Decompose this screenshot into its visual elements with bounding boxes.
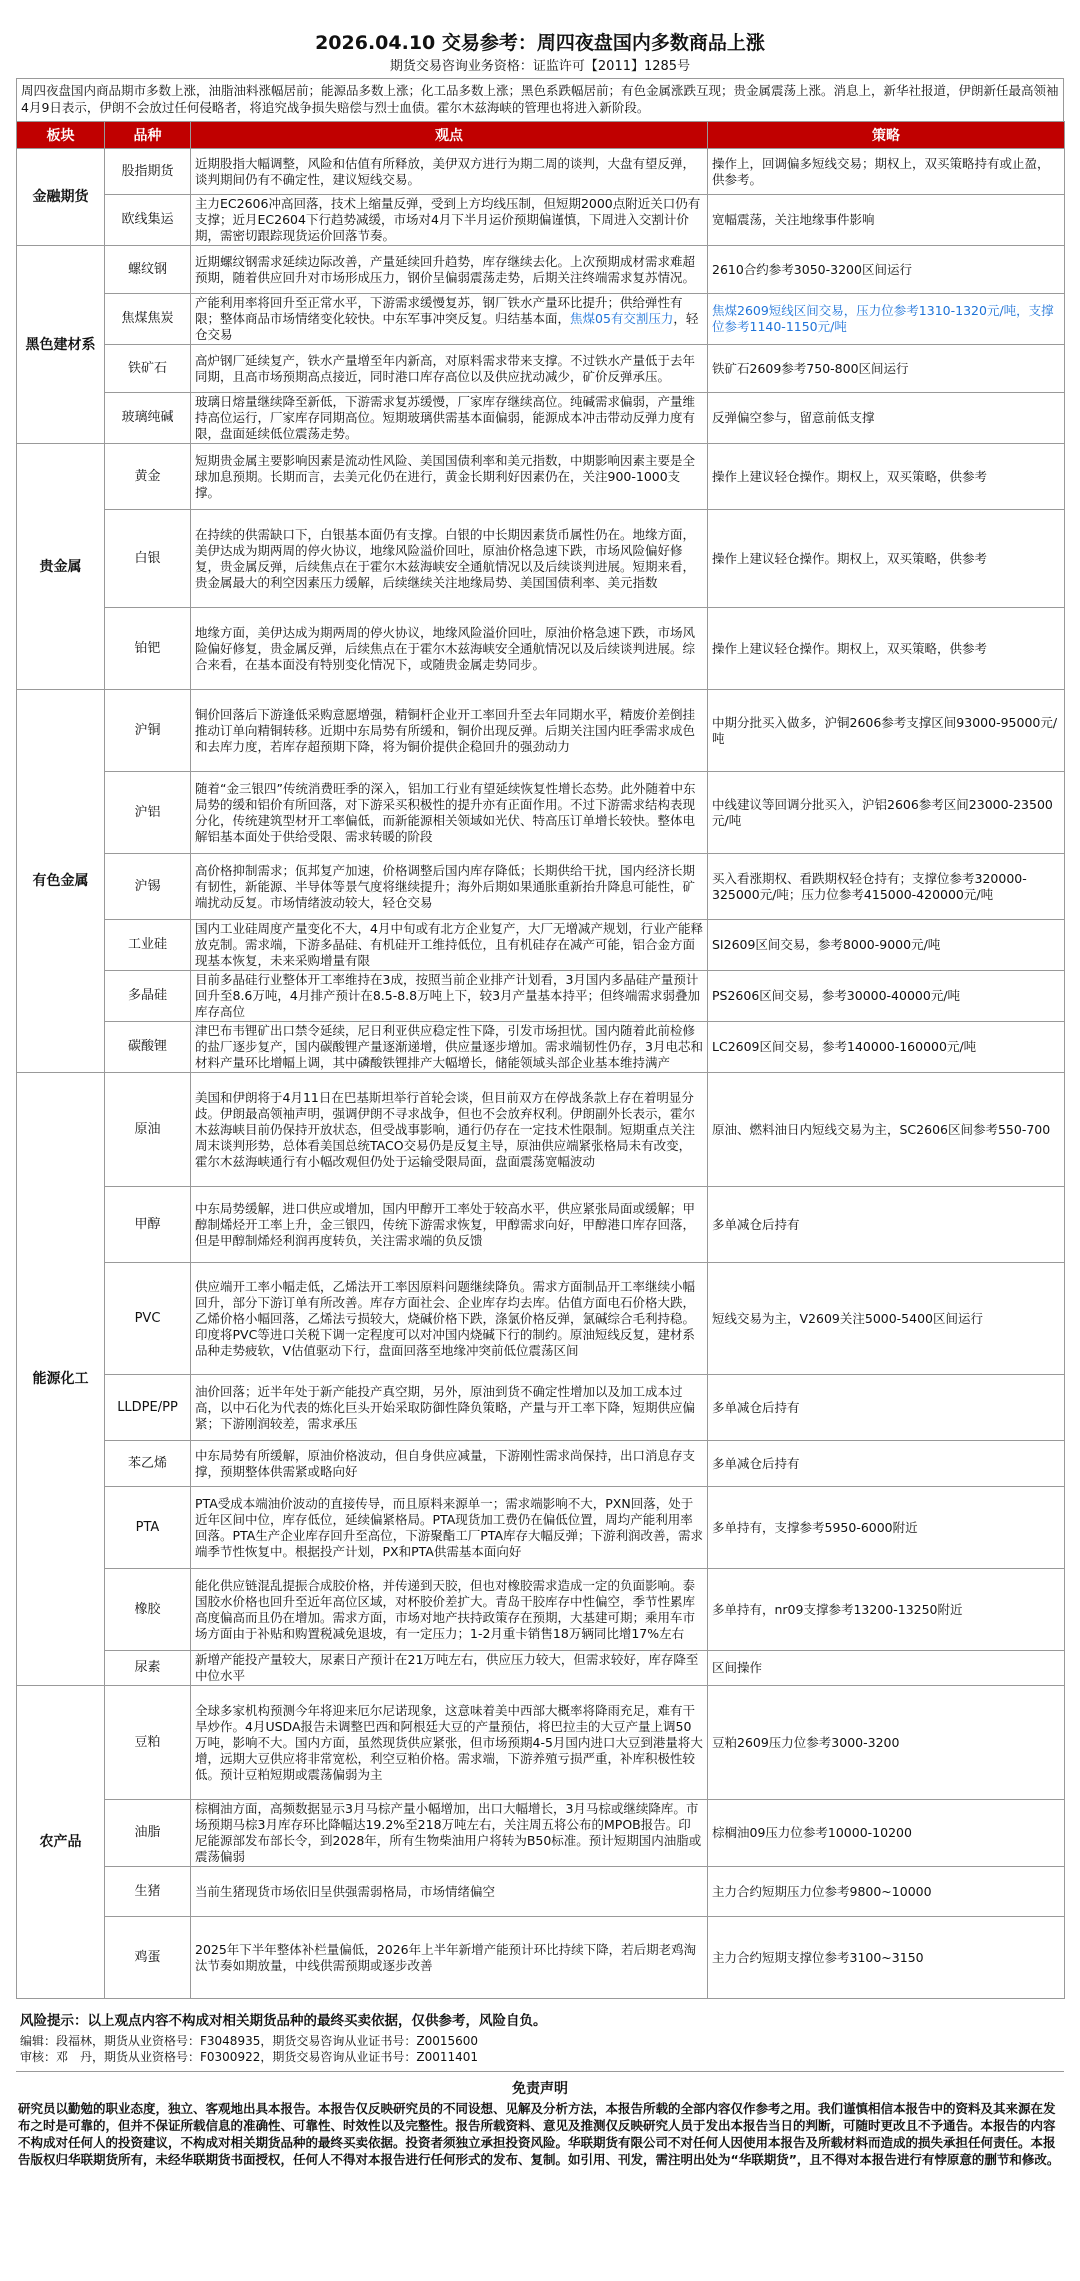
- variety-cell: PTA: [105, 1487, 191, 1569]
- strategy-cell: 多单减仓后持有: [708, 1187, 1065, 1263]
- view-cell: [191, 294, 708, 345]
- variety-cell: 欧线集运: [105, 195, 191, 246]
- variety-cell: LLDPE/PP: [105, 1375, 191, 1441]
- table-row: [17, 444, 1065, 510]
- view-cell: 当前生猪现货市场依旧呈供强需弱格局，市场情绪偏空: [191, 1867, 708, 1917]
- strategy-cell: 2610合约参考3050-3200区间运行: [708, 246, 1065, 294]
- strategy-cell: 中线建议等回调分批买入，沪铝2606参考区间23000-23500元/吨: [708, 772, 1065, 854]
- variety-cell: 工业硅: [105, 920, 191, 971]
- table-row: [17, 1487, 1065, 1569]
- sector-cell: 金融期货: [17, 149, 105, 246]
- strategy-cell: 中期分批买入做多，沪铜2606参考支撑区间93000-95000元/吨: [708, 690, 1065, 772]
- table-row: [17, 971, 1065, 1022]
- strategy-cell: 操作上建议轻仓操作。期权上，双买策略，供参考: [708, 608, 1065, 690]
- strategy-cell: LC2609区间交易，参考140000-160000元/吨: [708, 1022, 1065, 1073]
- header-variety: 品种: [105, 122, 191, 149]
- view-cell: 津巴布韦锂矿出口禁令延续，尼日利亚供应稳定性下降，引发市场担忧。国内随着此前检修的盐厂逐步复产，国内碳酸锂产量逐渐递增，供应量逐步增加。需求端韧性仍存，3月电芯和材料产量环比增幅上调，其中磷酸铁锂排产大幅增长，储能领域头部企业基本维持满产: [191, 1022, 708, 1073]
- variety-cell: 焦煤焦炭: [105, 294, 191, 345]
- disclaimer-body: 研究员以勤勉的职业态度，独立、客观地出具本报告。本报告仅反映研究员的不同设想、见解及分析方法，本报告所载的全部内容仅作参考之用。我们谨慎相信本报告中的资料及其来源在发布之时是可靠的，但并不保证所载信息的准确性、可靠性、时效性以及完整性。报告所载资料、意见及推测仅反映研究人员于发出本报告当日的判断，可随时更改且不予通告。本报告的内容不构成对任何人的投资建议，不构成对相关期货品种的最终买卖依据。投资者须独立承担投资风险。华联期货有限公司不对任何人因使用本报告及所载材料而造成的损失承担任何责任。本报告版权归华联期货所有，未经华联期货书面授权，任何人不得对本报告进行任何形式的发布、复制。如引用、刊发，需注明出处为“华联期货”，且不得对本报告进行有悖原意的删节和修改。: [18, 2101, 1060, 2167]
- variety-cell: 螺纹钢: [105, 246, 191, 294]
- view-cell: 供应端开工率小幅走低，乙烯法开工率因原料问题继续降负。需求方面制品开工率继续小幅回升，部分下游订单有所改善。库存方面社会、企业库存均去库。估值方面电石价格大跌，乙烯价格小幅回落，乙烯法亏损较大，烧碱价格下跌，涤氯价格反弹，氯碱综合毛利持稳。印度将PVC等进口关税下调一定程度可以对冲国内烧碱下行的制约。原油短线反复，建材系品种走势疲软，V估值驱动下行，盘面回落至地缘冲突前低位震荡区间: [191, 1263, 708, 1375]
- table-row: [17, 1022, 1065, 1073]
- view-cell: 油价回落；近半年处于新产能投产真空期，另外，原油到货不确定性增加以及加工成本过高，以中石化为代表的炼化巨头开始采取防御性降负策略，产量与开工率下降，短期供应偏紧；下游刚润较差，需求承压: [191, 1375, 708, 1441]
- table-row: [17, 1375, 1065, 1441]
- view-cell: 高价格抑制需求；佤邦复产加速，价格调整后国内库存降低；长期供给干扰，国内经济长期有韧性，新能源、半导体等景气度将继续提升；海外后期如果通胀重新抬升降息可能性，矿端扰动反复。市场情绪波动较大，轻仓交易: [191, 854, 708, 920]
- view-text: 产能利用率将回升至正常水平，下游需求缓慢复苏，钢厂铁水产量环比提升；供给弹性有限；整体商品市场情绪变化较快。中东军事冲突反复。归结基本面，: [195, 295, 683, 326]
- strategy-cell: 主力合约短期支撑位参考3100~3150: [708, 1917, 1065, 1999]
- strategy-cell: 多单减仓后持有: [708, 1375, 1065, 1441]
- view-cell: 在持续的供需缺口下，白银基本面仍有支撑。白银的中长期因素货币属性仍在。地缘方面，美伊达成为期两周的停火协议，地缘风险溢价回吐，原油价格急速下跌，市场风险偏好修复，贵金属反弹，后续焦点在于霍尔木兹海峡安全通航情况以及后续谈判进展。短期来看，贵金属最大的利空因素压力缓解，后续继续关注地缘局势、美国国债利率、美元指数: [191, 510, 708, 608]
- variety-cell: 沪铜: [105, 690, 191, 772]
- table-row: [17, 1073, 1065, 1187]
- variety-cell: 多晶硅: [105, 971, 191, 1022]
- view-cell: PTA受成本端油价波动的直接传导，而且原料来源单一；需求端影响不大，PXN回落，处于近年区间中位，库存低位，延续偏紧格局。PTA现货加工费仍在偏低位置，周均产能利用率回落。PTA生产企业库存回升至高位，下游聚酯工厂PTA库存大幅反弹；下游利润改善，需求端季节性恢复中。根据投产计划，PX和PTA供需基本面向好: [191, 1487, 708, 1569]
- variety-cell: 甲醇: [105, 1187, 191, 1263]
- variety-cell: 生猪: [105, 1867, 191, 1917]
- variety-cell: 苯乙烯: [105, 1441, 191, 1487]
- highlighted-text: 焦煤05有交割压力: [570, 311, 674, 326]
- sector-cell: 能源化工: [17, 1073, 105, 1686]
- view-cell: 玻璃日熔量继续降至新低，下游需求复苏缓慢，厂家库存继续高位。纯碱需求偏弱，产量维持高位运行，厂家库存同期高位。短期玻璃供需基本面偏弱，能源成本冲击带动反弹力度有限，盘面延续低位震荡走势。: [191, 393, 708, 444]
- strategy-cell: 多单持有，支撑参考5950-6000附近: [708, 1487, 1065, 1569]
- view-cell: 主力EC2606冲高回落，技术上缩量反弹，受到上方均线压制，但短期2000点附近关口仍有支撑；近月EC2604下行趋势减缓，市场对4月下半月运价预期偏谨慎，下周进入交割计价期，需密切跟踪现货运价回落节奏。: [191, 195, 708, 246]
- table-row: [17, 246, 1065, 294]
- strategy-cell: 多单持有，nr09支撑参考13200-13250附近: [708, 1569, 1065, 1651]
- table-row: [17, 1651, 1065, 1686]
- variety-cell: 沪铝: [105, 772, 191, 854]
- variety-cell: 铂钯: [105, 608, 191, 690]
- table-row: [17, 1917, 1065, 1999]
- table-row: [17, 195, 1065, 246]
- table-row: [17, 345, 1065, 393]
- table-row: [17, 772, 1065, 854]
- table-row: [17, 1263, 1065, 1375]
- view-cell: 地缘方面，美伊达成为期两周的停火协议，地缘风险溢价回吐，原油价格急速下跌，市场风险偏好修复，贵金属反弹，后续焦点在于霍尔木兹海峡安全通航情况以及后续谈判进展。综合来看，在基本面没有特别变化情况下，或随贵金属走势同步。: [191, 608, 708, 690]
- highlighted-strategy: 焦煤2609短线区间交易，压力位参考1310-1320元/吨，支撑位参考1140-1150元/吨: [712, 303, 1054, 334]
- risk-tip: 风险提示：以上观点内容不构成对相关期货品种的最终买卖依据，仅供参考，风险自负。: [20, 2013, 547, 2029]
- view-cell: 新增产能投产量较大，尿素日产预计在21万吨左右，供应压力较大，但需求较好，库存降至中位水平: [191, 1651, 708, 1686]
- view-cell: 中东局势缓解，进口供应或增加，国内甲醇开工率处于较高水平，供应紧张局面或缓解；甲醇制烯烃开工率上升，金三银四，传统下游需求恢复，甲醇需求向好，甲醇港口库存回落，但是甲醇制烯烃利润再度转负，关注需求端的负反馈: [191, 1187, 708, 1263]
- strategy-cell: 买入看涨期权、看跌期权轻仓持有；支撑位参考320000-325000元/吨；压力位参考415000-420000元/吨: [708, 854, 1065, 920]
- view-text: ，轻仓交易: [195, 311, 699, 342]
- license-subtitle: 期货交易咨询业务资格：证监许可【2011】1285号: [389, 59, 691, 74]
- strategy-cell: 操作上，回调偏多短线交易；期权上，双买策略持有或止盈，供参考。: [708, 149, 1065, 195]
- view-cell: 能化供应链混乱提振合成胶价格，并传递到天胶，但也对橡胶需求造成一定的负面影响。泰国胶水价格也回升至近年高位区域，对杯胶价差扩大。青岛干胶库存中性偏空，季节性累库高度偏高而且仍在增加。需求方面，市场对地产扶持政策存在预期，大基建可期；乘用车市场方面由于补贴和购置税减免退坡，有一定压力；1-2月重卡销售18万辆同比增17%左右: [191, 1569, 708, 1651]
- table-header-row: [17, 122, 1065, 149]
- table-row: [17, 1867, 1065, 1917]
- strategy-cell: [708, 294, 1065, 345]
- variety-cell: PVC: [105, 1263, 191, 1375]
- table-row: [17, 608, 1065, 690]
- header-strategy: 策略: [708, 122, 1065, 149]
- table-row: [17, 920, 1065, 971]
- header-view: 观点: [191, 122, 708, 149]
- table-row: [17, 149, 1065, 195]
- strategy-cell: 操作上建议轻仓操作。期权上，双买策略，供参考: [708, 444, 1065, 510]
- strategy-cell: 区间操作: [708, 1651, 1065, 1686]
- table-row: [17, 690, 1065, 772]
- sector-cell: 农产品: [17, 1686, 105, 1999]
- view-cell: 棕榈油方面，高频数据显示3月马棕产量小幅增加，出口大幅增长，3月马棕或继续降库。市场预期马棕3月库存环比降幅达19.2%至218万吨左右，关注周五将公布的MPOB报告。印尼能源部发布部长令，到2028年，所有生物柴油用户将转为B50标准。预计短期国内油脂或震荡偏弱: [191, 1800, 708, 1867]
- table-row: [17, 1800, 1065, 1867]
- table-row: [17, 1187, 1065, 1263]
- report-title: 2026.04.10 交易参考：周四夜盘国内多数商品上涨: [315, 32, 765, 54]
- view-cell: 短期贵金属主要影响因素是流动性风险、美国国债利率和美元指数，中期影响因素主要是全球加息预期。长期而言，去美元化仍在进行，黄金长期利好因素仍在，关注900-1000支撑。: [191, 444, 708, 510]
- variety-cell: 玻璃纯碱: [105, 393, 191, 444]
- strategy-cell: 宽幅震荡，关注地缘事件影响: [708, 195, 1065, 246]
- reference-table: [16, 121, 1065, 1999]
- header-sector: 板块: [17, 122, 105, 149]
- strategy-cell: 铁矿石2609参考750-800区间运行: [708, 345, 1065, 393]
- table-row: [17, 510, 1065, 608]
- view-cell: 目前多晶硅行业整体开工率维持在3成，按照当前企业排产计划看，3月国内多晶硅产量预计回升至8.6万吨，4月排产预计在8.5-8.8万吨上下，较3月产量基本持平；但终端需求弱叠加库存高位: [191, 971, 708, 1022]
- variety-cell: 沪锡: [105, 854, 191, 920]
- strategy-cell: 主力合约短期压力位参考9800~10000: [708, 1867, 1065, 1917]
- variety-cell: 橡胶: [105, 1569, 191, 1651]
- sector-cell: 黑色建材系: [17, 246, 105, 444]
- variety-cell: 鸡蛋: [105, 1917, 191, 1999]
- table-row: [17, 393, 1065, 444]
- strategy-cell: 原油、燃料油日内短线交易为主，SC2606区间参考550-700: [708, 1073, 1065, 1187]
- strategy-cell: 多单减仓后持有: [708, 1441, 1065, 1487]
- table-body: [17, 149, 1065, 1999]
- reviewer-line: 审核：邓 丹，期货从业资格号：F0300922，期货交易咨询从业证书号：Z0011401: [20, 2050, 479, 2064]
- table-row: [17, 294, 1065, 345]
- strategy-cell: 棕榈油09压力位参考10000-10200: [708, 1800, 1065, 1867]
- strategy-cell: 反弹偏空参与，留意前低支撑: [708, 393, 1065, 444]
- table-row: [17, 1441, 1065, 1487]
- variety-cell: 白银: [105, 510, 191, 608]
- view-cell: 全球多家机构预测今年将迎来厄尔尼诺现象，这意味着美中西部大概率将降雨充足，难有干旱炒作。4月USDA报告未调整巴西和阿根廷大豆的产量预估，将巴拉圭的大豆产量上调50万吨，影响不大。国内方面，虽然现货供应紧张，但市场预期4-5月国内进口大豆到港量将大增，远期大豆供应将非常宽松，利空豆粕价格。需求端，下游养殖亏损严重，补库积极性较低。预计豆粕短期或震荡偏弱为主: [191, 1686, 708, 1800]
- view-cell: 高炉钢厂延续复产，铁水产量增至年内新高，对原料需求带来支撑。不过铁水产量低于去年同期，且高市场预期高点接近，同时港口库存高位以及供应扰动减少，矿价反弹承压。: [191, 345, 708, 393]
- variety-cell: 油脂: [105, 1800, 191, 1867]
- view-cell: 近期螺纹钢需求延续边际改善，产量延续回升趋势，库存继续去化。上次预期成材需求难超预期，随着供应回升对市场形成压力，钢价呈偏弱震荡走势，后期关注终端需求复苏情况。: [191, 246, 708, 294]
- view-cell: 随着“金三银四”传统消费旺季的深入，铝加工行业有望延续恢复性增长态势。此外随着中东局势的缓和铝价有所回落，对下游采买积极性的提升亦有正面作用。不过下游需求结构表现分化，传统建筑型材开工率偏低，而新能源相关领域如光伏、特高压订单增长较快。整体电解铝基本面处于供给受限、需求转暖的阶段: [191, 772, 708, 854]
- sector-cell: 贵金属: [17, 444, 105, 690]
- table-row: [17, 854, 1065, 920]
- table-row: [17, 1569, 1065, 1651]
- view-cell: 铜价回落后下游逢低采购意愿增强，精铜杆企业开工率回升至去年同期水平，精废价差倒挂推动订单向精铜转移。近期中东局势有所缓和，铜价出现反弹。后期关注国内旺季需求成色和去库力度，若库存超预期下降，将为铜价提供企稳回升的强劲动力: [191, 690, 708, 772]
- variety-cell: 铁矿石: [105, 345, 191, 393]
- view-cell: 2025年下半年整体补栏量偏低，2026年上半年新增产能预计环比持续下降，若后期老鸡淘汰节奏如期放量，中线供需预期或逐步改善: [191, 1917, 708, 1999]
- view-cell: 近期股指大幅调整，风险和估值有所释放，美伊双方进行为期二周的谈判，大盘有望反弹，谈判期间仍有不确定性，建议短线交易。: [191, 149, 708, 195]
- disclaimer-title: 免责声明: [512, 2081, 568, 2097]
- variety-cell: 豆粕: [105, 1686, 191, 1800]
- variety-cell: 碳酸锂: [105, 1022, 191, 1073]
- variety-cell: 股指期货: [105, 149, 191, 195]
- view-cell: 国内工业硅周度产量变化不大，4月中旬或有北方企业复产，大厂无增减产规划，行业产能释放克制。需求端，下游多晶硅、有机硅开工维持低位，且有机硅存在减产可能，铝合金方面现基本恢复，未来采购增量有限: [191, 920, 708, 971]
- variety-cell: 尿素: [105, 1651, 191, 1686]
- market-summary: 周四夜盘国内商品期市多数上涨，油脂油料涨幅居前；能源品多数上涨；化工品多数上涨；黑色系跌幅居前；有色金属涨跌互现；贵金属震荡上涨。消息上，新华社报道，伊朗新任最高领袖4月9日表示，伊朗不会放过任何侵略者，将追究战争损失赔偿与烈士血债。霍尔木兹海峡的管理也将进入新阶段。: [16, 78, 1064, 121]
- strategy-cell: 短线交易为主，V2609关注5000-5400区间运行: [708, 1263, 1065, 1375]
- view-cell: 中东局势有所缓解，原油价格波动，但自身供应减量，下游刚性需求尚保持，出口消息存支撑，预期整体供需紧或略向好: [191, 1441, 708, 1487]
- table-row: [17, 1686, 1065, 1800]
- editor-line: 编辑：段福林，期货从业资格号：F3048935，期货交易咨询从业证书号：Z0015600: [20, 2034, 479, 2048]
- strategy-cell: SI2609区间交易，参考8000-9000元/吨: [708, 920, 1065, 971]
- variety-cell: 原油: [105, 1073, 191, 1187]
- strategy-cell: 豆粕2609压力位参考3000-3200: [708, 1686, 1065, 1800]
- sector-cell: 有色金属: [17, 690, 105, 1073]
- strategy-cell: PS2606区间交易，参考30000-40000元/吨: [708, 971, 1065, 1022]
- strategy-cell: 操作上建议轻仓操作。期权上，双买策略，供参考: [708, 510, 1065, 608]
- variety-cell: 黄金: [105, 444, 191, 510]
- view-cell: 美国和伊朗将于4月11日在巴基斯坦举行首轮会谈，但目前双方在停战条款上存在着明显分歧。伊朗最高领袖声明，强调伊朗不寻求战争，但也不会放弃权利。伊朗副外长表示，霍尔木兹海峡目前仍保持开放状态，但受战事影响，通行仍存在一定技术性限制。短期重点关注周末谈判形势，总体看美国总统TACO交易仍是反复主导，原油供应端紧张格局未有改变，霍尔木兹海峡通行有小幅改观但仍处于运输受限局面，盘面震荡宽幅波动: [191, 1073, 708, 1187]
